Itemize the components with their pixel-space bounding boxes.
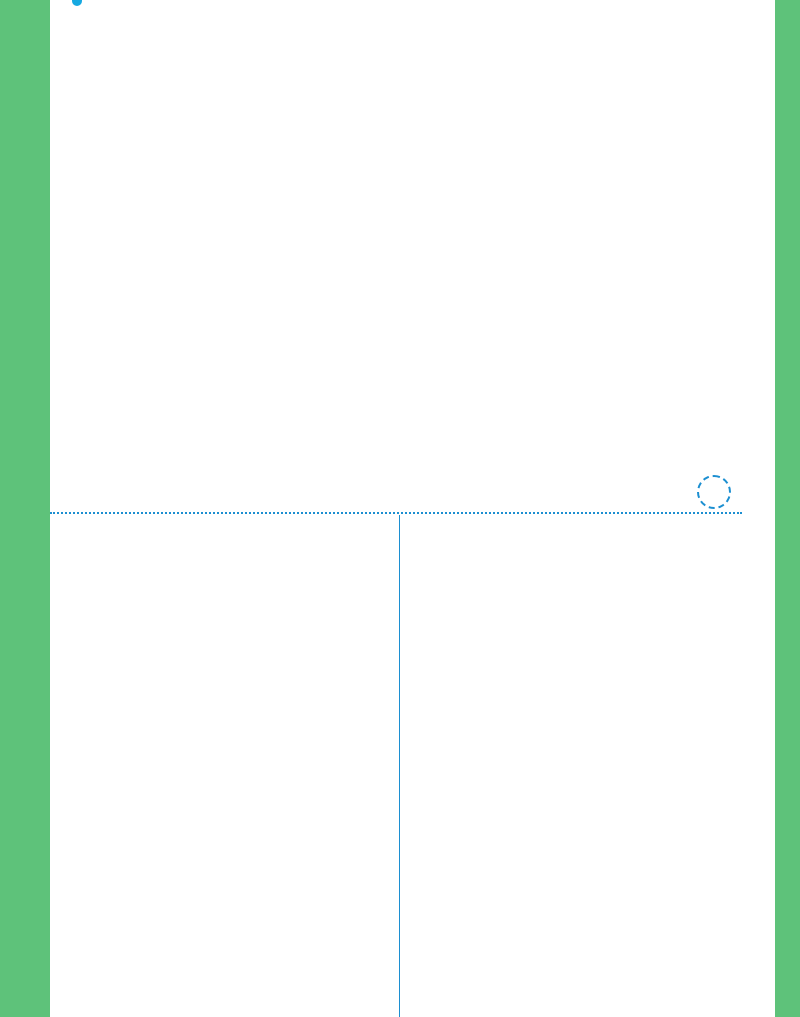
column-divider <box>399 515 400 1017</box>
page-number <box>697 475 731 509</box>
top-section <box>79 22 769 28</box>
module-label <box>668 481 687 499</box>
page-header-bar <box>50 473 775 513</box>
header-divider <box>50 512 742 514</box>
